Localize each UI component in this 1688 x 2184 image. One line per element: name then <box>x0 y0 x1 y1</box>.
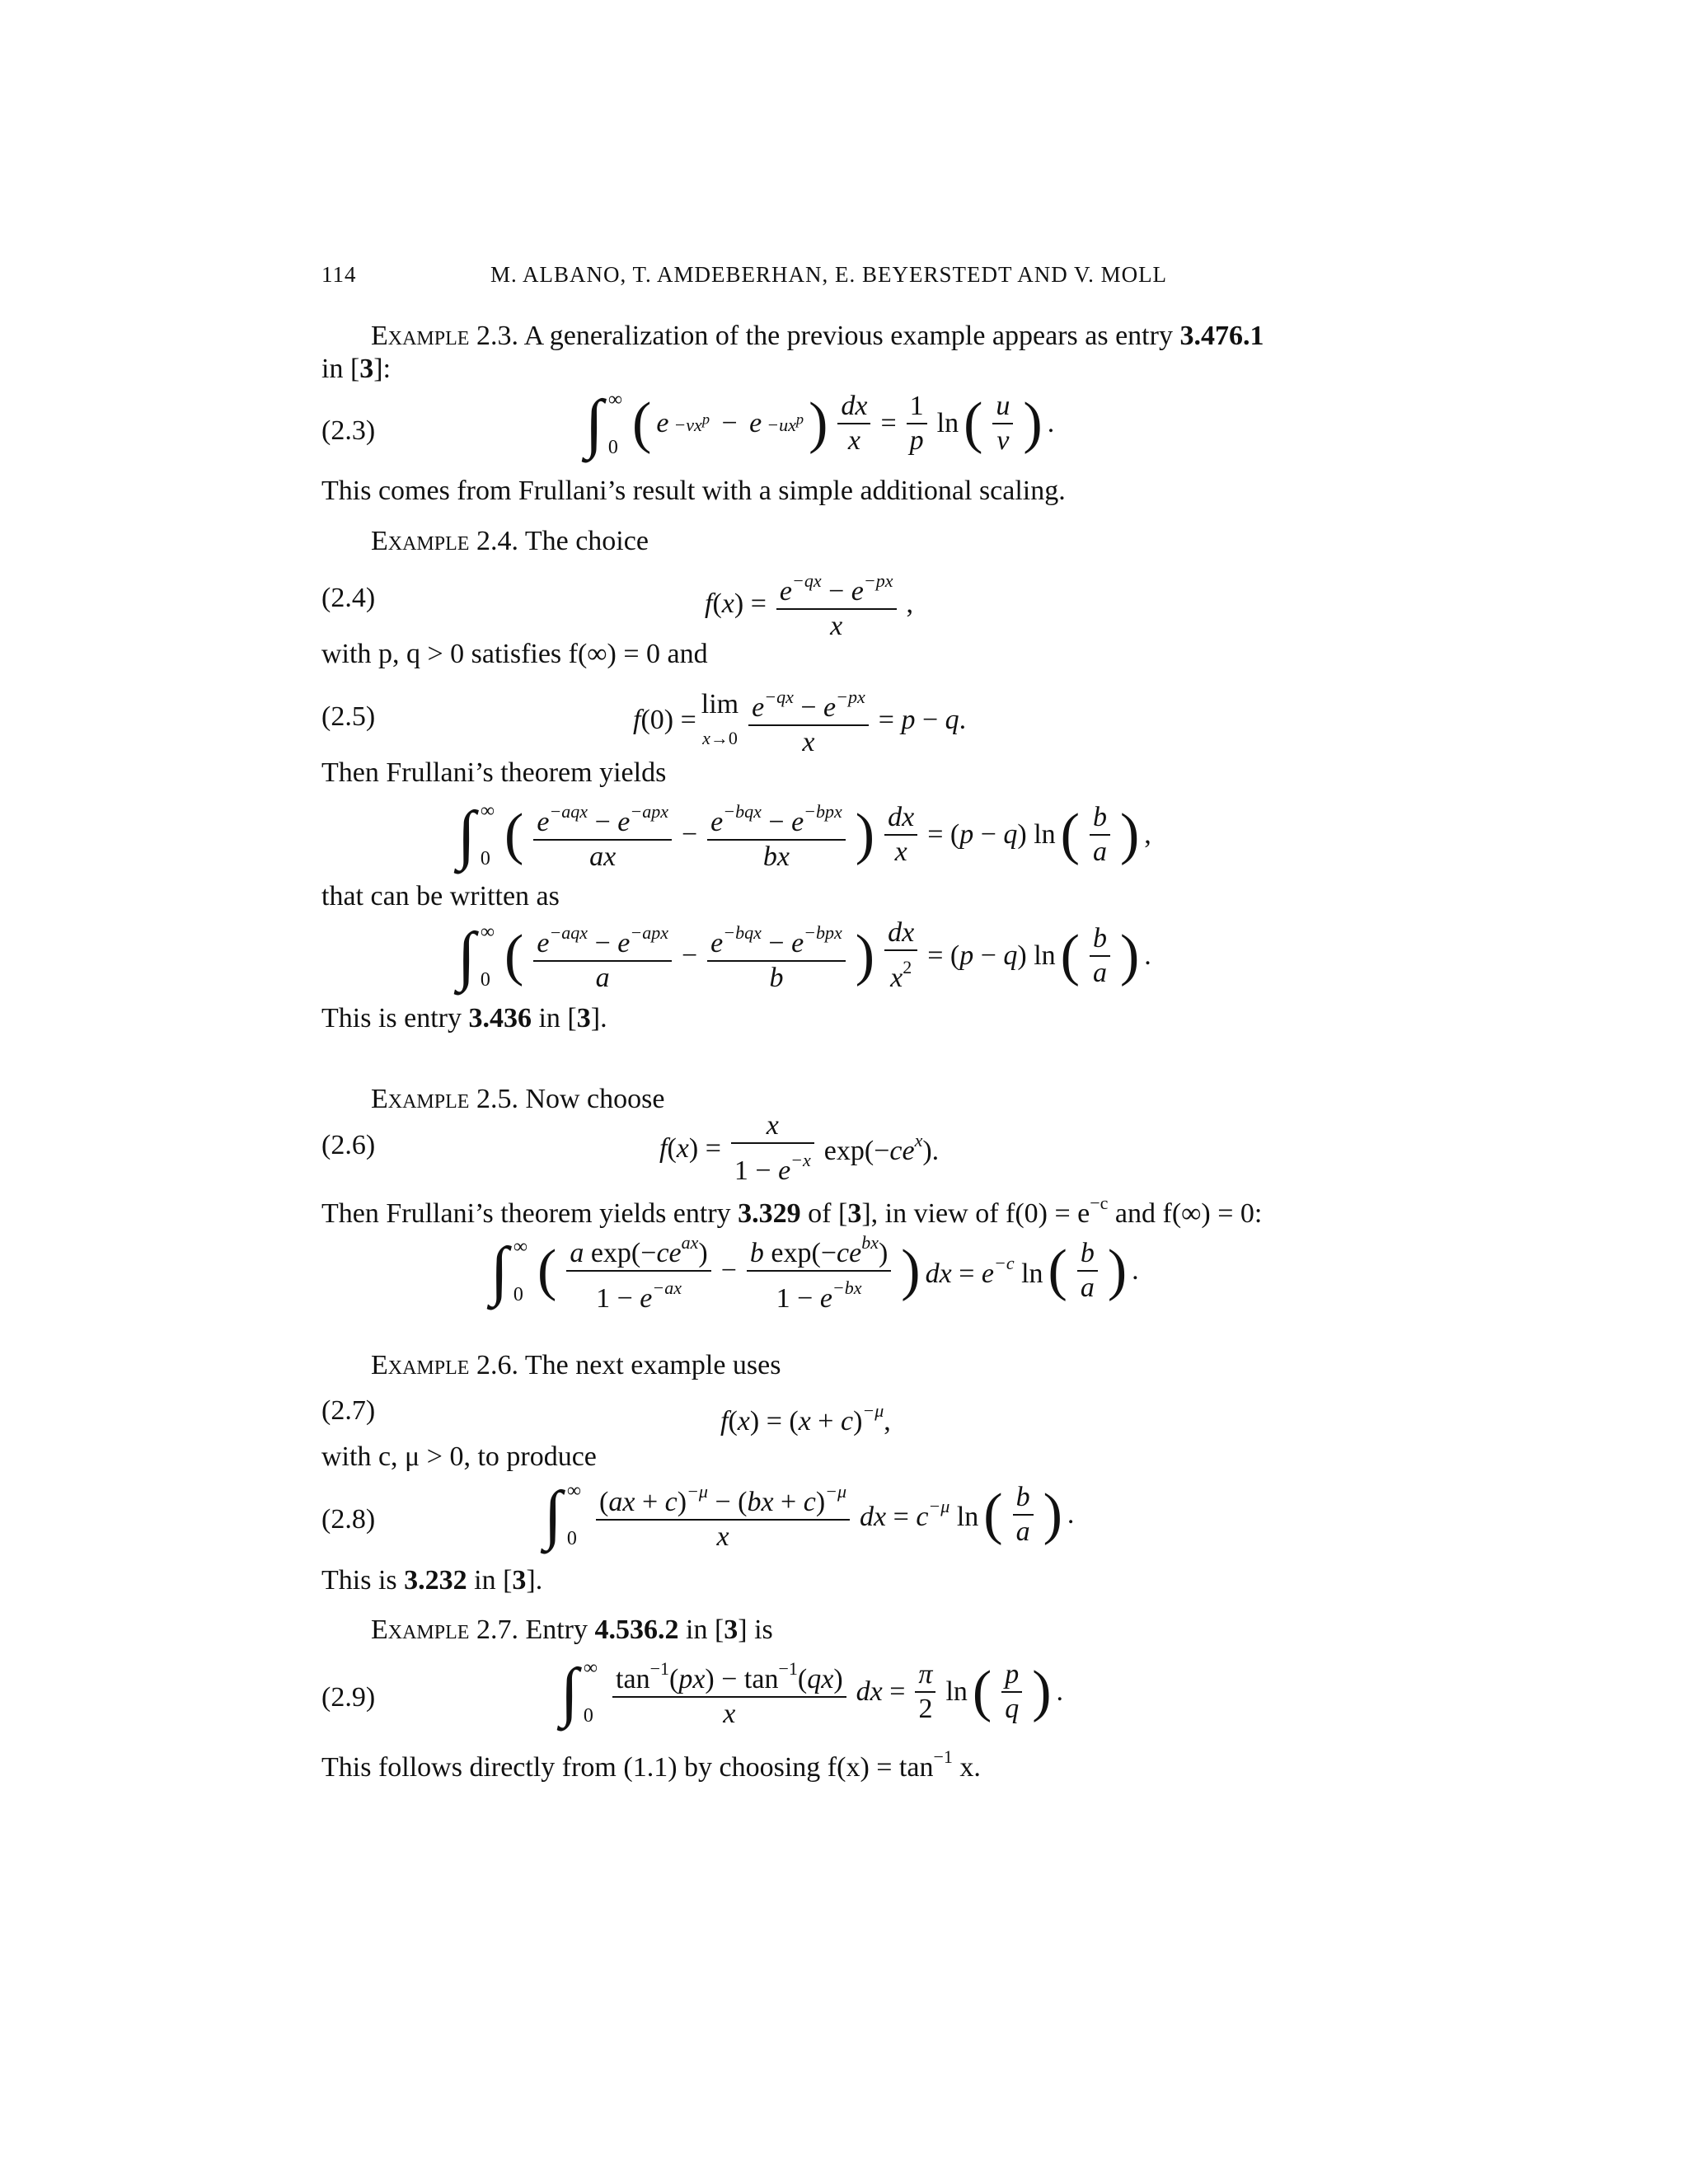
example-2-3-intro <box>371 320 1264 353</box>
equation-2-7: $f(x) = (x + c)^{-\mu}$, <box>720 1400 891 1436</box>
text: This is <box>321 1565 397 1596</box>
text: Then Frullani’s theorem yields entry <box>321 1198 731 1229</box>
text: in [ <box>686 1615 724 1645</box>
equation-number: (2.8) <box>321 1504 376 1535</box>
text: in [ <box>538 1003 577 1033</box>
entry-number: 3.476.1 <box>1179 321 1264 351</box>
example-label: Example 2.7. <box>371 1615 518 1645</box>
example-2-5-then <box>321 1187 1262 1230</box>
text: ]. <box>526 1565 543 1596</box>
example-label: Example 2.3. <box>371 321 518 351</box>
example-text: The choice <box>524 526 649 556</box>
example-text: Entry <box>525 1615 588 1645</box>
equation-number: (2.9) <box>321 1682 376 1713</box>
citation: 3 <box>576 1003 591 1033</box>
example-2-7-intro <box>371 1614 773 1647</box>
example-2-4-mid: with p, q > 0 satisfies f(∞) = 0 and <box>321 639 708 669</box>
equation-number: (2.3) <box>321 415 376 446</box>
page-number: 114 <box>321 262 357 287</box>
equation-number: (2.5) <box>321 701 376 732</box>
equation-number: (2.6) <box>321 1130 376 1160</box>
example-2-3-intro-cont <box>321 353 391 386</box>
text: in [ <box>321 354 360 384</box>
example-text: A generalization of the previous example appears as entry <box>523 321 1173 351</box>
equation-2-4: f(x) = $\frac{e^{-qx} - e^{-px}}{x}$ , <box>705 565 913 643</box>
entry-number: 3.232 <box>404 1565 467 1596</box>
text: and f(∞) = 0: <box>1114 1198 1263 1229</box>
equation-2-5: f(0) = lim x→0 $\frac{e^{-qx} - e^{-px}}{x}$ = p − q. <box>633 681 966 759</box>
example-2-3-after: This comes from Frullani’s result with a simple additional scaling. <box>321 476 1066 506</box>
example-label: Example 2.6. <box>371 1350 518 1380</box>
equation-frullani-1: ∫ ∞ 0 ( $\frac{e^{-aqx} - e^{-apx}}{ax}$ − $\frac{e^{-bqx} - e^{-bpx}}{bx}$ ) $\frac{dx}{x}$ = (p − q) ln ( $\frac{b}{a}$ ) , <box>457 795 1151 874</box>
running-header: M. ALBANO, T. AMDEBERHAN, E. BEYERSTEDT AND V. MOLL <box>490 262 1168 287</box>
example-text: Now choose <box>525 1084 665 1114</box>
example-2-7-after <box>321 1741 981 1784</box>
equation-number: (2.7) <box>321 1395 376 1426</box>
superscript: −1 <box>933 1746 953 1767</box>
text: ], in view of f(0) = e <box>861 1198 1090 1229</box>
equation-frullani-2: ∫ ∞ 0 ( $\frac{e^{-aqx} - e^{-apx}}{a}$ − $\frac{e^{-bqx} - e^{-bpx}}{b}$ ) $\frac{dx}{x^2}$ = (p − q) ln ( $\frac{b}{a}$ ) . <box>457 917 1151 993</box>
text: of [ <box>808 1198 848 1229</box>
equation-2-8: ∫ ∞ 0 $\frac{(ax + c)^{-\mu} - (bx + c)^{-\mu}}{x}$ dx = $c^{-\mu}$ ln ( $\frac{b}{a}$ ) . <box>544 1475 1074 1554</box>
example-2-6-intro <box>371 1349 781 1382</box>
text: This is entry <box>321 1003 462 1033</box>
example-2-4-that: that can be written as <box>321 881 560 912</box>
text: ] is <box>738 1615 773 1645</box>
entry-number: 4.536.2 <box>594 1615 679 1645</box>
example-2-4-entry <box>321 1002 607 1035</box>
equation-2-9: ∫ ∞ 0 $\frac{\tan^{-1}(px) - \tan^{-1}(qx)}{x}$ dx = $\frac{\pi}{2}$ ln ( $\frac{p}{q}$ ) . <box>560 1652 1063 1731</box>
citation: 3 <box>847 1198 862 1229</box>
text: ]. <box>590 1003 607 1033</box>
text: x. <box>952 1752 981 1783</box>
equation-2-3: ∫ ∞ 0 ( e $-vx^p$ − e $-ux^p$ ) $\frac{dx}{x}$ = $\frac{1}{p}$ ln ( $\frac{u}{v}$ ) . <box>585 387 1055 460</box>
example-2-5-intro <box>371 1083 664 1116</box>
example-label: Example 2.4. <box>371 526 518 556</box>
citation: 3 <box>512 1565 527 1596</box>
superscript: −c <box>1090 1193 1109 1213</box>
equation-number: (2.4) <box>321 583 376 613</box>
example-2-4-intro <box>371 525 649 558</box>
entry-number: 3.329 <box>738 1198 801 1229</box>
example-2-6-after <box>321 1564 542 1597</box>
example-2-4-then: Then Frullani’s theorem yields <box>321 757 667 788</box>
equation-example-2-5: ∫ ∞ 0 ( $\frac{a \exp(-ce^{ax})}{1 - e^{-ax}}$ − $\frac{b \exp(-ce^{bx})}{1 - e^{-bx}}$ ) dx = $e^{-c}$ ln ( $\frac{b}{a}$ ) . <box>490 1226 1139 1315</box>
text: ]: <box>373 354 392 384</box>
citation: 3 <box>359 354 374 384</box>
example-label: Example 2.5. <box>371 1084 518 1114</box>
citation: 3 <box>724 1615 738 1645</box>
text: in [ <box>474 1565 513 1596</box>
text: This follows directly from (1.1) by choosing f(x) = tan <box>321 1752 934 1783</box>
entry-number: 3.436 <box>468 1003 532 1033</box>
equation-2-6: f(x) = $\frac{x}{1 - e^{-x}}$ $\exp(-ce^x)$. <box>659 1110 940 1186</box>
example-2-6-mid: with c, μ > 0, to produce <box>321 1441 597 1472</box>
example-text: The next example uses <box>524 1350 781 1380</box>
